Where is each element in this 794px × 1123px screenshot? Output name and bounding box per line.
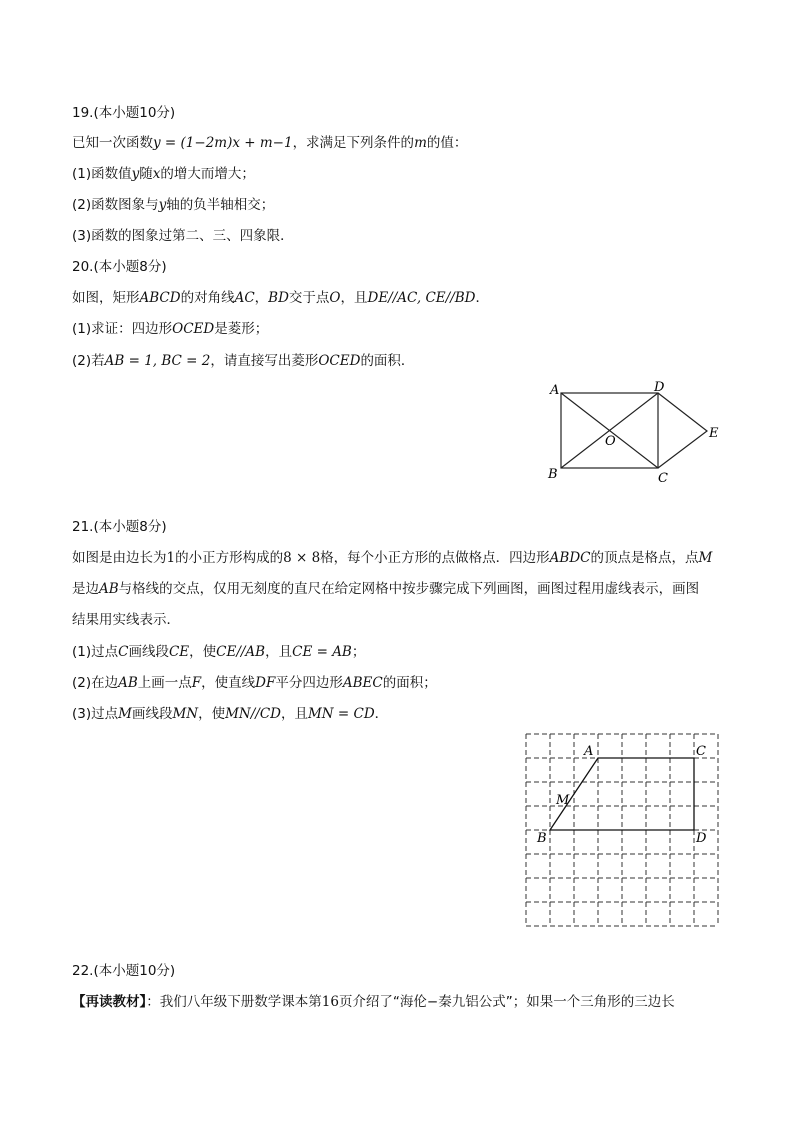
q20-figure <box>540 375 730 490</box>
q20-header: 20.(本小题8分) <box>72 259 167 275</box>
label-e: E <box>709 426 719 441</box>
label-a: A <box>550 383 560 398</box>
label-o: O <box>605 434 616 449</box>
label-d: D <box>654 380 665 395</box>
q21-part-2: (2)在边AB上画一点F，使直线DF平分四边形ABEC的面积； <box>72 675 437 691</box>
grid-label-c: C <box>696 744 706 759</box>
q21-stem-3: 结果用实线表示． <box>72 612 180 628</box>
q21-part-3: (3)过点M画线段MN，使MN//CD，且MN = CD． <box>72 706 389 722</box>
grid-label-b: B <box>537 831 547 846</box>
q20-stem: 如图，矩形ABCD的对角线AC，BD交于点O，且DE//AC, CE//BD． <box>72 290 489 306</box>
q19-part-2: (2)函数图象与y轴的负半轴相交； <box>72 197 275 213</box>
q22-stem: 【再读教材】：我们八年级下册数学课本第16页介绍了“海伦−秦九铝公式”；如果一个三角形的三边长 <box>72 994 675 1010</box>
q19-part-1: (1)函数值y随x的增大而增大； <box>72 166 255 182</box>
q21-stem-1: 如图是由边长为1的小正方形构成的8 × 8格，每个小正方形的点做格点．四边形ABDC的顶点是格点，点M <box>72 550 713 566</box>
q20-part-2: (2)若AB = 1, BC = 2，请直接写出菱形OCED的面积． <box>72 353 415 369</box>
q21-grid-figure <box>520 728 725 930</box>
label-b: B <box>548 467 558 482</box>
q19-header: 19.(本小题10分) <box>72 105 176 121</box>
label-c: C <box>658 471 668 486</box>
q21-part-1: (1)过点C画线段CE，使CE//AB，且CE = AB； <box>72 644 366 660</box>
q19-part-3: (3)函数的图象过第二、三、四象限． <box>72 228 294 244</box>
q21-stem-2: 是边AB与格线的交点，仅用无刻度的直尺在给定网格中按步骤完成下列画图，画图过程用虚线表示，画图 <box>72 581 700 597</box>
q21-header: 21.(本小题8分) <box>72 519 167 535</box>
grid-label-m: M <box>556 793 570 808</box>
q20-part-1: (1)求证：四边形OCED是菱形； <box>72 321 269 337</box>
grid-label-d: D <box>696 831 707 846</box>
grid-label-a: A <box>584 744 594 759</box>
segments-de-ce <box>658 393 707 468</box>
q19-stem: 已知一次函数y = (1−2m)x + m−1，求满足下列条件的m的值： <box>72 135 468 151</box>
q22-header: 22.(本小题10分) <box>72 963 176 979</box>
